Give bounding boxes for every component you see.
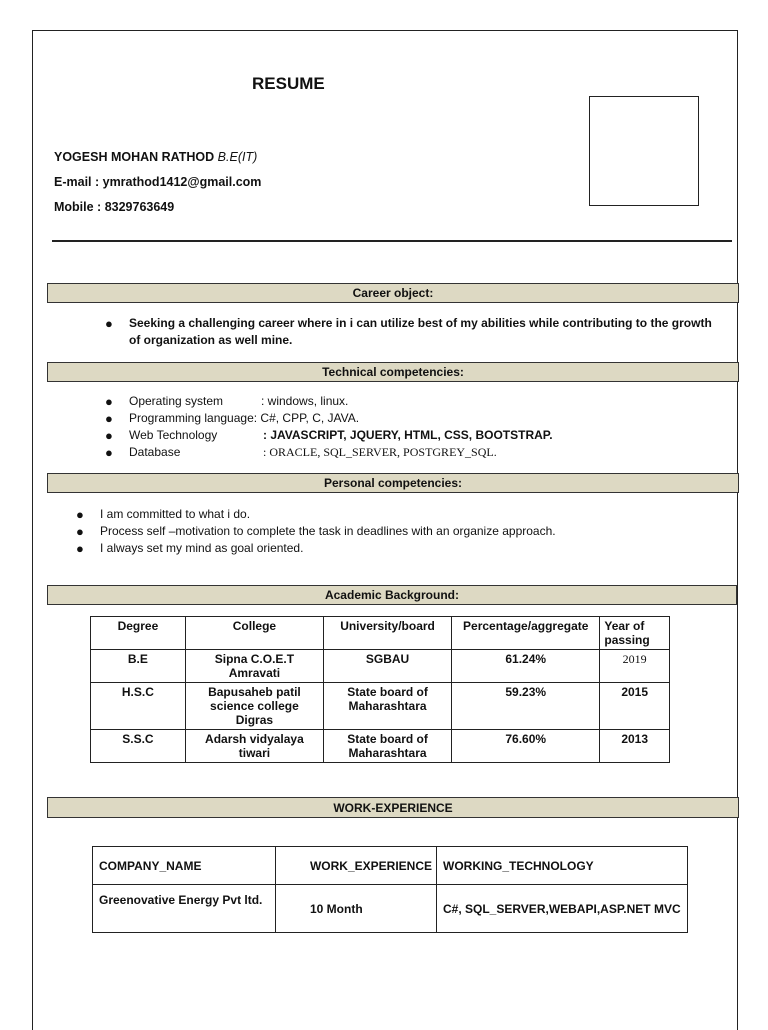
- email-line: E-mail : ymrathod1412@gmail.com: [54, 175, 262, 189]
- career-heading: Career object:: [47, 283, 739, 303]
- table-header-row: Degree College University/board Percentage/aggregate Year of passing: [91, 617, 670, 650]
- bullet-icon: ●: [105, 445, 113, 460]
- academic-heading: Academic Background:: [47, 585, 737, 605]
- technical-item: ● Database : ORACLE, SQL_SERVER, POSTGREY_SQL.: [105, 445, 497, 460]
- table-row: H.S.C Bapusaheb patil science college Digras State board of Maharashtara 59.23% 2015: [91, 683, 670, 730]
- bullet-icon: ●: [105, 394, 113, 409]
- name-line: [54, 150, 257, 164]
- bullet-icon: ●: [105, 411, 113, 426]
- career-item: ● Seeking a challenging career where in i can utilize best of my abilities while contributing to the growth of organization as well mine.: [105, 316, 712, 347]
- personal-item: ● I always set my mind as goal oriented.: [76, 541, 304, 556]
- bullet-icon: ●: [76, 524, 84, 539]
- personal-item: ● Process self –motivation to complete the task in deadlines with an organize approach.: [76, 524, 556, 539]
- bullet-icon: ●: [105, 428, 113, 443]
- academic-table: [90, 616, 670, 763]
- table-row: B.E Sipna C.O.E.T Amravati SGBAU 61.24% 2019: [91, 650, 670, 683]
- work-table: [92, 846, 688, 933]
- candidate-degree: B.E(IT): [217, 150, 258, 164]
- photo-placeholder: [589, 96, 699, 206]
- resume-title: RESUME: [252, 74, 325, 93]
- table-row: Greenovative Energy Pvt ltd. 10 Month C#, SQL_SERVER,WEBAPI,ASP.NET MVC: [93, 885, 688, 933]
- candidate-name: YOGESH MOHAN RATHOD: [54, 150, 215, 164]
- mobile-line: Mobile : 8329763649: [54, 200, 175, 214]
- bullet-icon: ●: [105, 316, 113, 331]
- bullet-icon: ●: [76, 541, 84, 556]
- technical-item: ● Operating system : windows, linux.: [105, 394, 349, 409]
- personal-heading: Personal competencies:: [47, 473, 739, 493]
- personal-list: [76, 506, 720, 557]
- technical-list: [105, 393, 729, 461]
- bullet-icon: ●: [76, 507, 84, 522]
- technical-heading: Technical competencies:: [47, 362, 739, 382]
- personal-item: ● I am committed to what i do.: [76, 507, 251, 522]
- table-row: S.S.C Adarsh vidyalaya tiwari State board of Maharashtara 76.60% 2013: [91, 730, 670, 763]
- work-heading: WORK-EXPERIENCE: [47, 797, 739, 818]
- career-list: [105, 315, 739, 349]
- table-header-row: COMPANY_NAME WORK_EXPERIENCE WORKING_TECHNOLOGY: [93, 847, 688, 885]
- technical-item: ● Programming language: C#, CPP, C, JAVA.: [105, 411, 360, 426]
- header-divider: [52, 240, 732, 242]
- technical-item: ● Web Technology : JAVASCRIPT, JQUERY, HTML, CSS, BOOTSTRAP.: [105, 428, 553, 443]
